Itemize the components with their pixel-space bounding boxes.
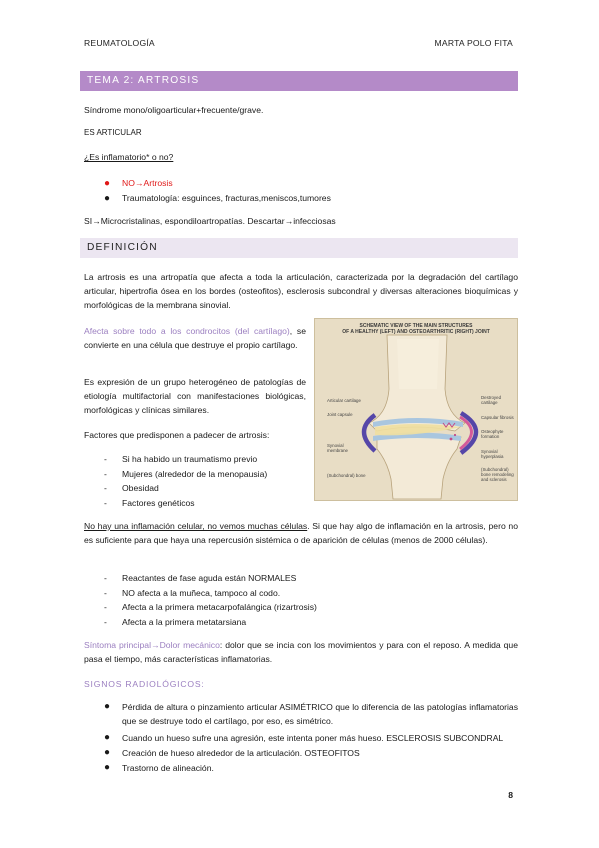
- bullet-icon: ●: [104, 193, 111, 204]
- dash-icon: -: [104, 573, 107, 583]
- bullet-icon: ●: [104, 732, 111, 743]
- bullet-icon: ●: [104, 701, 111, 712]
- figure-label: Articular cartilage: [327, 398, 361, 403]
- bullet-label: Traumatología: esguinces, fracturas,meniscos,tumores: [122, 193, 331, 203]
- expresion-paragraph: Es expresión de un grupo heterogéneo de patologías de etiología multifactorial con manifestaciones biológicas, morfológicas y clínicas similares.: [84, 377, 306, 415]
- list-item-label: Obesidad: [122, 483, 159, 493]
- list-item: [104, 761, 518, 775]
- figure-title-line: SCHEMATIC VIEW OF THE MAIN STRUCTURES: [359, 323, 473, 329]
- bullet-label: NO→Artrosis: [122, 178, 173, 188]
- section-bar-artrosis: [80, 71, 518, 91]
- bullet-label: Creación de hueso alrededor de la articulación. OSTEOFITOS: [122, 748, 360, 758]
- afecta-paragraph: [84, 324, 306, 352]
- factores-heading: Factores que predisponen a padecer de artrosis:: [84, 430, 270, 440]
- figure-label: Synovial hyperplasia: [481, 449, 504, 459]
- figure-label: Destroyed cartilage: [481, 395, 502, 405]
- list-item: [104, 191, 331, 206]
- header-right: MARTA POLO FITA: [434, 38, 513, 48]
- list-item-label: NO afecta a la muñeca, tampoco al codo.: [122, 587, 281, 598]
- list-item-label: Afecta a la primera metatarsiana: [122, 616, 247, 627]
- bullet-icon: ●: [104, 747, 111, 758]
- inflammation-underlined: No hay una inflamación celular, no vemos muchas células: [84, 521, 308, 531]
- dash-icon: -: [104, 602, 107, 612]
- list-item: [104, 481, 267, 496]
- list-item: [104, 176, 331, 191]
- figure-label: Capsular fibrosis: [481, 415, 514, 420]
- si-line: SI→Microcristalinas, espondiloartropatías. Descartar→infecciosas: [84, 216, 336, 226]
- list-item: [104, 496, 267, 511]
- list-item: [104, 586, 317, 601]
- definition-paragraph: La artrosis es una artropatía que afecta a toda la articulación, caracterizada por la degradación del cartílago articular, hipertrofia ósea en los bordes (osteofitos), esclerosis subcondral y diversas alteraciones bioquímicas y morfológicas de la membrana sinovial.: [84, 272, 518, 310]
- dash-icon: -: [104, 587, 107, 598]
- dash-icon: -: [104, 454, 107, 464]
- sintoma-highlight: Síntoma principal→Dolor mecánico: [84, 640, 220, 650]
- factores-list: [104, 452, 267, 510]
- bullet-label: Cuando un hueso sufre una agresión, este intenta poner más hueso. ESCLEROSIS SUBCONDRAL: [122, 733, 504, 743]
- list-item-label: Reactantes de fase aguda están NORMALES: [122, 573, 297, 583]
- bullet-icon: ●: [104, 178, 111, 189]
- figure-label: Synovial membrane: [327, 443, 348, 453]
- signos-heading: SIGNOS RADIOLÓGICOS:: [84, 679, 205, 689]
- afecta-rest: , se convierte en una célula que destruye el propio cartílago.: [84, 326, 306, 350]
- list-item: [104, 731, 518, 745]
- bullet-label: Pérdida de altura o pinzamiento articular ASIMÉTRICO que lo diferencia de las patologías inflamatorias que se destruye todo el cartílago, por eso, es simétrico.: [122, 702, 518, 726]
- page-number: 8: [508, 790, 513, 800]
- section-title: DEFINICIÓN: [87, 242, 158, 253]
- dash-icon: -: [104, 483, 107, 493]
- question-heading: ¿Es inflamatorio* o no?: [84, 152, 174, 162]
- sintoma-paragraph: [84, 638, 518, 666]
- list-item: [104, 746, 518, 760]
- intro-line-1: Síndrome mono/oligoarticular+frecuente/grave.: [84, 105, 264, 115]
- bullet-label: Trastorno de alineación.: [122, 763, 214, 773]
- bullet-icon: ●: [104, 762, 111, 773]
- figure-label: (Subchondral) bone remodeling and sclerosis: [481, 467, 514, 482]
- afecta-highlight: Afecta sobre todo a los condrocitos (del cartílago): [84, 326, 290, 336]
- sintoma-rest: : dolor que se incia con los movimientos y para con el reposo. A medida que pasa el tiempo, más características inflamatorias.: [84, 640, 518, 664]
- list-item-label: Si ha habido un traumatismo previo: [122, 454, 258, 464]
- inflammation-list: [104, 571, 317, 629]
- list-item: [104, 600, 317, 615]
- signos-list: [104, 700, 518, 775]
- intro-line-2: ES ARTICULAR: [84, 128, 142, 137]
- figure-label: Joint capsule: [327, 412, 353, 417]
- list-item: [104, 615, 317, 630]
- section-title: TEMA 2: ARTROSIS: [87, 75, 200, 86]
- list-item: [104, 571, 317, 586]
- list-item: [104, 467, 267, 482]
- section-bar-definicion: [80, 238, 518, 258]
- figure-title-line: OF A HEALTHY (LEFT) AND OSTEOARTHRITIC (RIGHT) JOINT: [342, 329, 490, 335]
- list-item-label: Mujeres (alrededor de la menopausia): [122, 468, 268, 479]
- intro-bullet-list: [104, 176, 331, 206]
- figure-label: Osteophyte formation: [481, 429, 504, 439]
- list-item-label: Afecta a la primera metacarpofalángica (rizartrosis): [122, 602, 317, 612]
- dash-icon: -: [104, 468, 107, 479]
- list-item: [104, 700, 518, 728]
- inflammation-rest: . Si que hay algo de inflamación en la artrosis, pero no es suficiente para que haya una repercusión sistémica o de aparición de células (menos de 2000 células).: [84, 521, 518, 545]
- inflammation-paragraph: [84, 519, 518, 547]
- figure-label: (Subchondral) bone: [327, 473, 366, 478]
- joint-figure: [314, 318, 518, 501]
- list-item-label: Factores genéticos: [122, 497, 195, 508]
- dash-icon: -: [104, 497, 107, 508]
- dash-icon: -: [104, 616, 107, 627]
- list-item: [104, 452, 267, 467]
- header-left: REUMATOLOGÍA: [84, 38, 155, 48]
